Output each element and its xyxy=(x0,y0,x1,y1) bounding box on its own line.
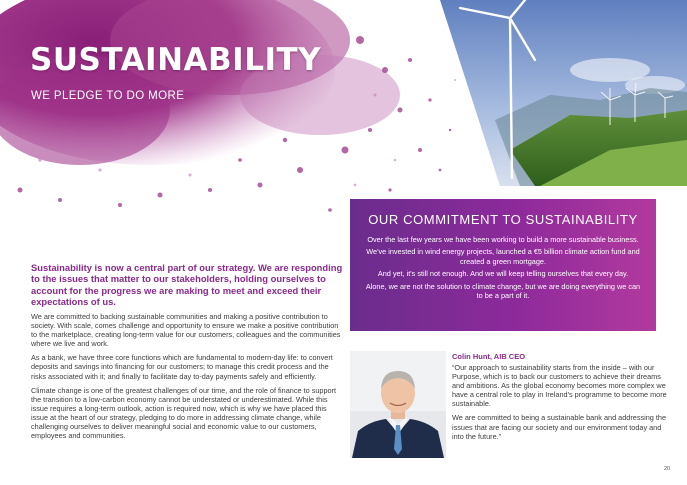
page-subtitle: WE PLEDGE TO DO MORE xyxy=(31,90,185,102)
commitment-paragraph: Over the last few years we have been working to build a more sustainable business. xyxy=(367,235,639,244)
ceo-quote: “Our approach to sustainability starts from the inside – with our Purpose, which is to back our customers to achieve their dreams and ambitions. As the global economy becomes more complex we have a central role to play in Ireland's programme to become more sustainable. xyxy=(452,363,667,409)
lead-paragraph: Sustainability is now a central part of our strategy. We are responding to the issues that matter to our stakeholders, holding ourselves to account for the progress we are making to meet and exceed their expectations of us. xyxy=(31,262,343,308)
page-title: SUSTAINABILITY xyxy=(30,42,322,78)
ceo-quote: We are committed to being a sustainable bank and addressing the issues that are facing our society and our environment today and into the future.” xyxy=(452,413,667,441)
ceo-quote-block xyxy=(452,352,670,446)
body-paragraph: We are committed to backing sustainable communities and making a positive contribution to society. With scale, comes challenge and opportunity to ensure we make a positive contribution to the marketplace, creating long-term value for our customers, colleagues and the communities where we live and work. xyxy=(31,312,341,349)
commitment-paragraph: We've invested in wind energy projects, launched a €5 billion climate action fund and created a green mortgage. xyxy=(366,247,640,266)
commitment-heading: OUR COMMITMENT TO SUSTAINABILITY xyxy=(368,212,638,227)
wind-farm-photo xyxy=(440,0,687,186)
commitment-panel xyxy=(350,199,656,331)
page-number: 20 xyxy=(664,466,671,472)
ceo-name: Colin Hunt, AIB CEO xyxy=(452,352,526,361)
commitment-paragraph: And yet, it's still not enough. And we will keep telling ourselves that every day. xyxy=(377,269,629,279)
body-paragraph: Climate change is one of the greatest challenges of our time, and the role of finance to support the transition to a low-carbon economy cannot be understated or underestimated. While this issue requires a long-term outlook, action is required now, which is why we have placed this issue at the heart of our strategy, pledging to do more in addressing climate change, while challenging ourselves to deliver meaningful social and economic value to our customers, employees and communities. xyxy=(31,385,337,441)
body-column xyxy=(31,312,343,445)
body-paragraph: As a bank, we have three core functions which are fundamental to modern-day life: to convert deposits and savings into financing for our customers; to manage this credit process and the risks associated with it; and finally to facilitate day to-day payments safely and efficiently. xyxy=(31,353,333,381)
ceo-portrait xyxy=(350,351,446,458)
commitment-paragraph: Alone, we are not the solution to climate change, but we are doing everything we can to be a part of it. xyxy=(365,281,641,301)
